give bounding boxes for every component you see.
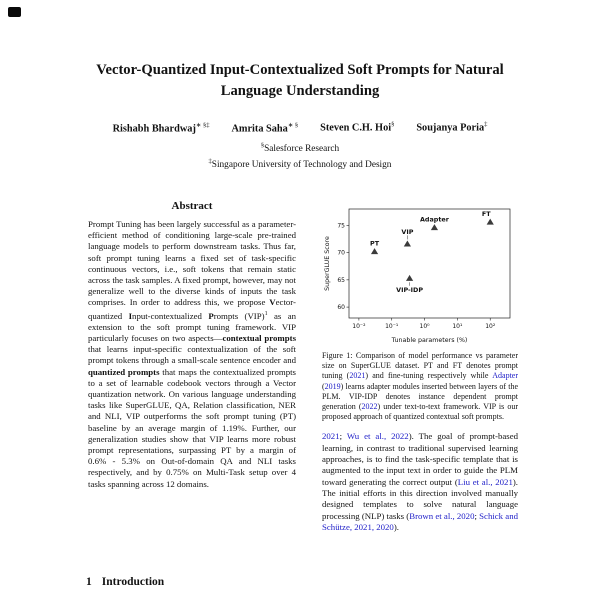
citation-link[interactable]: Brown et al., 2020 xyxy=(409,510,475,521)
author-name: Steven C.H. Hoi xyxy=(320,122,392,134)
right-column xyxy=(322,202,518,533)
author-name: Amrita Saha xyxy=(231,123,288,135)
svg-text:10⁻¹: 10⁻¹ xyxy=(385,323,399,330)
citation-link[interactable]: 2021 xyxy=(322,431,340,442)
body-segment: ). The initial efforts in this direction involved manually designed templates to solve natural language processing (NLP) tasks ( xyxy=(322,476,518,521)
svg-text:60: 60 xyxy=(337,304,345,312)
abstract-segment: ector-quantized xyxy=(88,297,296,321)
svg-text:VIP: VIP xyxy=(401,227,414,236)
vip-acronym-letter: V xyxy=(269,297,276,308)
citation-link[interactable]: 2021 xyxy=(349,371,366,381)
svg-text:10²: 10² xyxy=(485,323,496,330)
abstract-segment: rompts (VIP) xyxy=(213,310,265,321)
svg-text:70: 70 xyxy=(337,249,345,257)
svg-text:PT: PT xyxy=(370,239,380,248)
affiliation-symbol: ‡ xyxy=(208,157,212,165)
author-affiliation-marks: ∗ § xyxy=(287,122,299,129)
abstract-bold-term: quantized prompts xyxy=(88,366,160,377)
caption-segment: ) and fine-tuning respectively while xyxy=(365,371,493,381)
svg-text:Tunable parameters (%): Tunable parameters (%) xyxy=(391,337,468,344)
abstract-segment: Prompt Tuning has been largely successful as a parameter-efficient method of conditioning large-scale pre-trained language models to perform downstream tasks. Thus far, soft prompt tuning learns a fixed set of task-specific continuous vectors, i.e., soft tokens that remain static across the task samples. A fixed prompt, however, may not generalize well to the diverse kinds of inputs the task comprises. In order to address this, we propose xyxy=(88,219,296,308)
svg-text:Adapter: Adapter xyxy=(419,215,449,224)
citation-link[interactable]: 2022 xyxy=(361,402,378,412)
abstract-text xyxy=(88,219,296,490)
svg-text:65: 65 xyxy=(337,276,345,284)
vip-acronym-letter: P xyxy=(208,310,214,321)
affiliation-text: Salesforce Research xyxy=(264,144,340,155)
svg-text:SuperGLUE Score: SuperGLUE Score xyxy=(324,236,331,291)
caption-segment: Figure 1: Comparison of model performance vs parameter size on SuperGLUE dataset. PT and FT denotes prompt tuning ( xyxy=(322,351,518,381)
citation-link[interactable]: Wu et al., 2022 xyxy=(346,431,409,442)
author-name: Rishabh Bhardwaj xyxy=(112,123,196,135)
body-segment: ). The goal of prompt-based learning, in contrast to traditional supervised learning approaches, is to find the task-specific template that is augmented to the input text in order to guide the PLM toward generating the correct output ( xyxy=(322,431,518,487)
figure1-scatter-plot xyxy=(322,202,518,344)
left-column xyxy=(88,200,296,490)
author xyxy=(416,121,487,134)
body-segment: ). xyxy=(393,521,399,532)
section-title: Introduction xyxy=(101,576,165,588)
abstract-segment: that learns input-specific contextualization of the soft prompt tokens through a small-scale sentence encoder and xyxy=(88,344,296,366)
svg-text:10⁻²: 10⁻² xyxy=(352,323,366,330)
figure-caption xyxy=(322,351,518,422)
body-segment: ; xyxy=(339,431,347,442)
abstract-bold-term: contextual prompts xyxy=(222,332,296,343)
affiliation-line xyxy=(0,140,600,156)
author-affiliation-marks: § xyxy=(391,121,395,128)
affiliation-text: Singapore University of Technology and Design xyxy=(211,159,392,170)
author-row xyxy=(0,121,600,134)
abstract-segment: that maps the contextualized prompts to a set of learnable codebook vectors through a Vector quantization network. On various language understanding tasks like SuperGLUE, QA, Relation classification, NER and NLI, VIP outperforms the soft prompt tuning (PT) baseline by an average margin of 1.19%. Further, our generalization studies show that VIP learns more robust prompt representations, surpassing PT by a margin of 0.6% - 5.3% on Out-of-domain QA and NLI tasks respectively, and by 0.75% on Multi-Task setup over 4 tasks spanning across 12 domains. xyxy=(88,366,296,489)
citation-link[interactable]: Schick and Schütze, 2021, 2020 xyxy=(322,510,518,532)
citation-link[interactable]: Liu et al., 2021 xyxy=(457,476,513,487)
author-affiliation-marks: ‡ xyxy=(484,121,488,128)
vip-acronym-letter: I xyxy=(128,310,133,321)
svg-text:10⁰: 10⁰ xyxy=(419,323,430,330)
author-affiliation-marks: ∗ §‡ xyxy=(195,122,210,129)
svg-text:FT: FT xyxy=(481,210,491,219)
caption-segment: ) learns adapter modules inserted between layers of the PLM. VIP-IDP denotes instance dependent prompt generation ( xyxy=(322,381,518,412)
citation-link[interactable]: Adapter xyxy=(492,371,518,381)
caption-segment: ) under text-to-text framework. VIP is our proposed approach of quantized contextual soft prompts. xyxy=(322,402,518,422)
citation-link[interactable]: 2019 xyxy=(324,381,341,391)
figure1-plot-svg xyxy=(322,202,518,344)
caption-segment: ( xyxy=(322,381,325,391)
section-heading-introduction xyxy=(86,576,164,588)
affiliations xyxy=(0,140,600,171)
author-name: Soujanya Poria xyxy=(416,122,485,134)
author xyxy=(113,121,210,134)
svg-text:VIP-IDP: VIP-IDP xyxy=(396,286,424,295)
abstract-segment: as an extension to the soft prompt tuning framework. VIP particularly focuses on two aspects— xyxy=(88,310,296,343)
body-paragraph xyxy=(322,431,518,533)
section-number: 1 xyxy=(86,576,92,588)
affiliation-symbol: § xyxy=(260,142,265,149)
sidebar-toggle-icon[interactable] xyxy=(8,7,21,17)
svg-text:10¹: 10¹ xyxy=(452,323,463,330)
author xyxy=(320,121,394,134)
abstract-heading: Abstract xyxy=(171,200,213,212)
affiliation-line xyxy=(0,156,600,172)
paper-title: Vector-Quantized Input-Contextualized Soft Prompts for Natural Language Understanding xyxy=(96,62,504,99)
body-segment: ; xyxy=(474,510,480,521)
svg-text:75: 75 xyxy=(337,222,345,230)
footnote-marker[interactable]: 1 xyxy=(264,310,268,317)
abstract-segment: nput-contextualized xyxy=(132,310,209,321)
author xyxy=(231,121,298,134)
